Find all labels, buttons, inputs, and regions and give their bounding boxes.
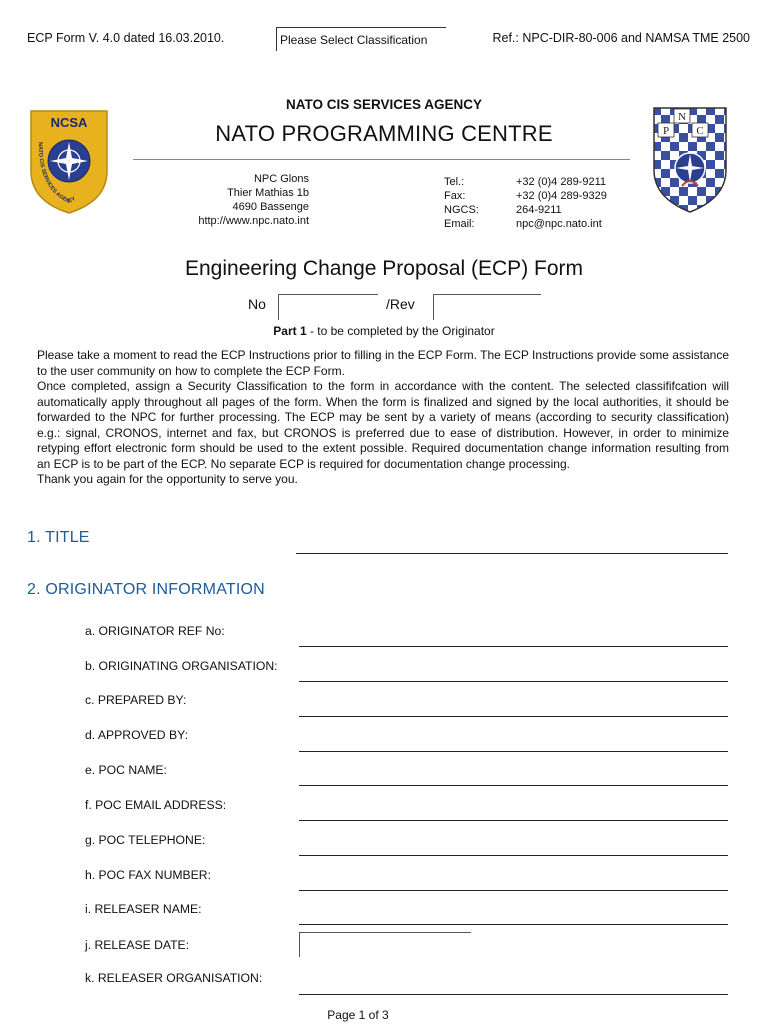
contact-label: Email: bbox=[444, 218, 475, 230]
field-label-originator-ref: a. ORIGINATOR REF No: bbox=[85, 624, 225, 638]
field-label-poc-telephone: g. POC TELEPHONE: bbox=[85, 833, 206, 847]
originator-ref-input[interactable] bbox=[299, 646, 728, 647]
contact-label: Fax: bbox=[444, 190, 466, 202]
shield-check-square bbox=[679, 187, 688, 196]
address-block bbox=[198, 172, 309, 228]
poc-telephone-input[interactable] bbox=[299, 855, 728, 856]
part-description: - to be completed by the Originator bbox=[306, 324, 495, 338]
contact-value: 264-9211 bbox=[516, 204, 562, 216]
shield-check-square bbox=[661, 169, 670, 178]
part-number: Part 1 bbox=[273, 324, 307, 338]
contact-label: Tel.: bbox=[444, 176, 465, 188]
contact-label: NGCS: bbox=[444, 204, 479, 216]
field-label-poc-name: e. POC NAME: bbox=[85, 763, 167, 777]
email-link[interactable]: npc@npc.nato.int bbox=[516, 218, 602, 230]
releaser-name-input[interactable] bbox=[299, 924, 728, 925]
ecp-number-field[interactable] bbox=[278, 294, 378, 320]
no-label: No bbox=[248, 296, 266, 312]
originating-org-input[interactable] bbox=[299, 681, 728, 682]
ncsa-logo-ring-text: NATO CIS SERVICES AGENCY bbox=[36, 142, 77, 205]
shield-check-square bbox=[670, 178, 679, 187]
contact-block bbox=[444, 175, 607, 231]
intro-paragraph: Thank you again for the opportunity to serve you. bbox=[37, 472, 298, 486]
form-version: ECP Form V. 4.0 dated 16.03.2010. bbox=[27, 31, 225, 45]
agency-name: NATO CIS SERVICES AGENCY bbox=[285, 97, 483, 112]
revision-field[interactable] bbox=[433, 294, 541, 320]
field-label-poc-email: f. POC EMAIL ADDRESS: bbox=[85, 798, 227, 812]
field-label-release-date: j. RELEASE DATE: bbox=[85, 938, 190, 952]
instructions-text bbox=[37, 348, 729, 488]
contact-value: +32 (0)4 289-9329 bbox=[516, 190, 607, 202]
shield-check-square bbox=[661, 151, 670, 160]
field-label-prepared-by: c. PREPARED BY: bbox=[85, 693, 187, 707]
letterhead-divider bbox=[133, 159, 630, 160]
shield-check-square bbox=[715, 205, 724, 214]
field-label-originating-org: b. ORIGINATING ORGANISATION: bbox=[85, 659, 278, 673]
classification-select[interactable]: Please Select Classification bbox=[276, 27, 446, 51]
shield-check-square bbox=[652, 196, 661, 205]
poc-fax-input[interactable] bbox=[299, 890, 728, 891]
address-line: 4690 Bassenge bbox=[232, 201, 309, 213]
approved-by-input[interactable] bbox=[299, 751, 728, 752]
shield-check-square bbox=[706, 178, 715, 187]
intro-paragraph: Please take a moment to read the ECP Instructions prior to filling in the ECP Form. The ECP Instructions provide some assistance to the user community on how to complete the ECP Form. bbox=[37, 348, 729, 378]
release-date-picker[interactable] bbox=[299, 932, 471, 957]
npc-logo-letter-c: C bbox=[696, 125, 704, 137]
shield-check-square bbox=[661, 205, 670, 214]
part-caption bbox=[0, 324, 768, 338]
address-line: NPC Glons bbox=[253, 173, 309, 185]
npc-logo-letter-n: N bbox=[678, 111, 686, 123]
field-label-releaser-org: k. RELEASER ORGANISATION: bbox=[85, 971, 263, 985]
ncsa-logo-text: NCSA bbox=[50, 115, 88, 130]
rev-label: /Rev bbox=[386, 296, 415, 312]
releaser-org-input[interactable] bbox=[299, 994, 728, 995]
field-label-releaser-name: i. RELEASER NAME: bbox=[85, 902, 202, 916]
reference: Ref.: NPC-DIR-80-006 and NAMSA TME 2500 bbox=[492, 31, 750, 45]
shield-check-square bbox=[706, 160, 715, 169]
shield-check-square bbox=[724, 196, 728, 205]
section-originator-heading: 2. ORIGINATOR INFORMATION bbox=[27, 581, 265, 598]
poc-name-input[interactable] bbox=[299, 785, 728, 786]
intro-paragraph: Once completed, assign a Security Classification to the form in accordance with the content. The selected classififcation will automatically apply throughout all pages of the form. When the form is finalized and signed by the local authorities, it should be forwarded to the NPC for further processing. The ECP may be sent by a variety of means (according to security classification) e.g.: signal, CRONOS, internet and fax, but CRONOS is preferred due to ease of distribution. However, in order to minimize retyping effort electronic form should be used to the extent possible. Required documentation change information resulting from an ECP is to be part of the ECP. No separate ECP is required for documentation change processing. bbox=[37, 379, 729, 471]
npc-logo-letter-p: P bbox=[662, 125, 670, 137]
page-number: Page 1 of 3 bbox=[327, 1008, 389, 1022]
shield-check-square bbox=[715, 169, 724, 178]
contact-value: +32 (0)4 289-9211 bbox=[516, 176, 607, 188]
shield-check-square bbox=[697, 187, 706, 196]
field-label-poc-fax: h. POC FAX NUMBER: bbox=[85, 868, 211, 882]
title-input[interactable] bbox=[296, 553, 728, 554]
field-label-approved-by: d. APPROVED BY: bbox=[85, 728, 188, 742]
poc-email-input[interactable] bbox=[299, 820, 728, 821]
prepared-by-input[interactable] bbox=[299, 716, 728, 717]
address-line: Thier Mathias 1b bbox=[227, 187, 309, 199]
centre-name: NATO PROGRAMMING CENTRE bbox=[215, 121, 553, 146]
shield-check-square bbox=[715, 151, 724, 160]
website-link[interactable]: http://www.npc.nato.int bbox=[198, 215, 309, 227]
section-title-heading: 1. TITLE bbox=[27, 529, 90, 546]
shield-check-square bbox=[688, 196, 697, 205]
form-title: Engineering Change Proposal (ECP) Form bbox=[184, 257, 584, 280]
